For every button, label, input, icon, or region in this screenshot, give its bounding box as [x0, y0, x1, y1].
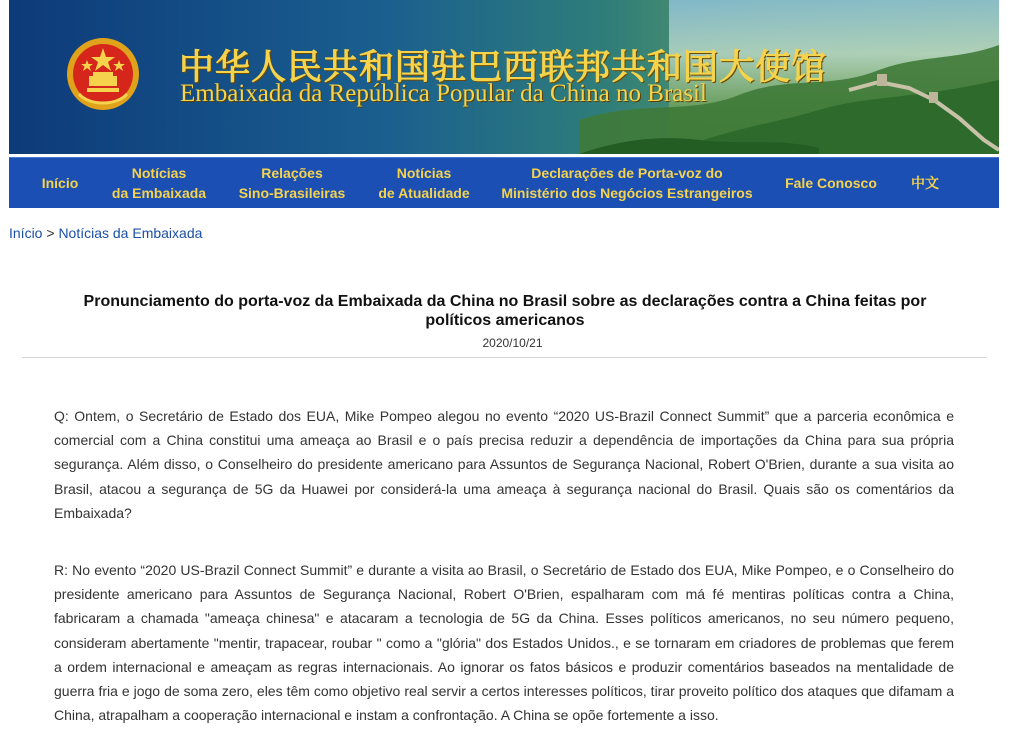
nav-item-relacoes[interactable]	[231, 158, 353, 208]
nav-label-line1: Relações	[261, 165, 323, 181]
article-paragraph-answer: R: No evento “2020 US-Brazil Connect Summit” e durante a visita ao Brasil, o Secretário de Estado dos EUA, Mike Pompeo, e o Conselheiro do presidente americano para Assuntos de Segurança Nacional, Robert O'Brien, espalharam com má fé mentiras políticas contra a China, fabricaram a chamada "ameaça chinesa" e atacaram a tecnologia de 5G da China. Esses políticos americanos, no seu número pequeno, consideram abertamente "mentir, trapacear, roubar " como a "glória" dos Estados Unidos., e se tornaram em criadores de problemas que ferem a ordem internacional e ameaçam as regras internacionais. Ao ignorar os fatos básicos e produzir comentários baseados na mentalidade de guerra fria e jogo de soma zero, eles têm como objetivo real servir a certos interesses políticos, tirar proveito político dos ataques que difamam a China, atrapalham a cooperação internacional e instam a confrontação. A China se opõe fortemente a isso.	[54, 562, 954, 724]
article-date: 2020/10/21	[482, 336, 543, 350]
article-paragraph-question: Q: Ontem, o Secretário de Estado dos EUA, Mike Pompeo alegou no evento “2020 US-Brazil Connect Summit” que a parceria econômica e comercial com a China constitui uma ameaça ao Brasil e o país precisa reduzir a dependência de importações da China para sua própria segurança. Além disso, o Conselheiro do presidente americano para Assuntos de Segurança Nacional, Robert O'Brien, durante a sua visita ao Brasil, atacou a segurança de 5G da Huawei por considerá-la uma ameaça à segurança nacional do Brasil. Quais são os comentários da Embaixada?	[54, 408, 954, 521]
nav-label: 中文	[911, 175, 939, 191]
breadcrumb-current-link[interactable]: Notícias da Embaixada	[58, 225, 203, 241]
header-banner	[9, 0, 999, 154]
title-divider	[22, 357, 987, 358]
nav-label-line2: da Embaixada	[111, 185, 207, 201]
nav-label: Fale Conosco	[785, 175, 877, 191]
main-nav	[9, 157, 999, 208]
site-title-portuguese: Embaixada da República Popular da China no Brasil	[180, 80, 707, 107]
nav-label-line1: Notícias	[396, 165, 452, 181]
nav-item-chinese[interactable]	[899, 158, 951, 208]
site-title-chinese: 中华人民共和国驻巴西联邦共和国大使馆	[179, 47, 828, 88]
nav-label: Início	[41, 175, 79, 191]
nav-label-line2: Sino-Brasileiras	[238, 185, 346, 201]
article-title: Pronunciamento do porta-voz da Embaixada da China no Brasil sobre as declarações contra a China feitas por políticos americanos	[83, 293, 927, 329]
nav-label-line2: Ministério dos Negócios Estrangeiros	[501, 185, 753, 201]
nav-item-noticias-atualidade[interactable]	[369, 158, 479, 208]
breadcrumb-home-link[interactable]: Início	[9, 225, 43, 241]
nav-item-declaracoes[interactable]	[493, 158, 761, 208]
nav-item-noticias-embaixada[interactable]	[103, 158, 215, 208]
nav-label-line1: Declarações de Porta-voz do	[531, 165, 723, 181]
national-emblem-icon	[65, 36, 141, 112]
breadcrumb-separator: >	[42, 225, 59, 241]
nav-item-fale-conosco[interactable]	[775, 158, 887, 208]
nav-label-line1: Notícias	[131, 165, 187, 181]
nav-label-line2: de Atualidade	[378, 185, 470, 201]
nav-item-inicio[interactable]	[23, 158, 97, 208]
breadcrumb	[9, 225, 202, 241]
